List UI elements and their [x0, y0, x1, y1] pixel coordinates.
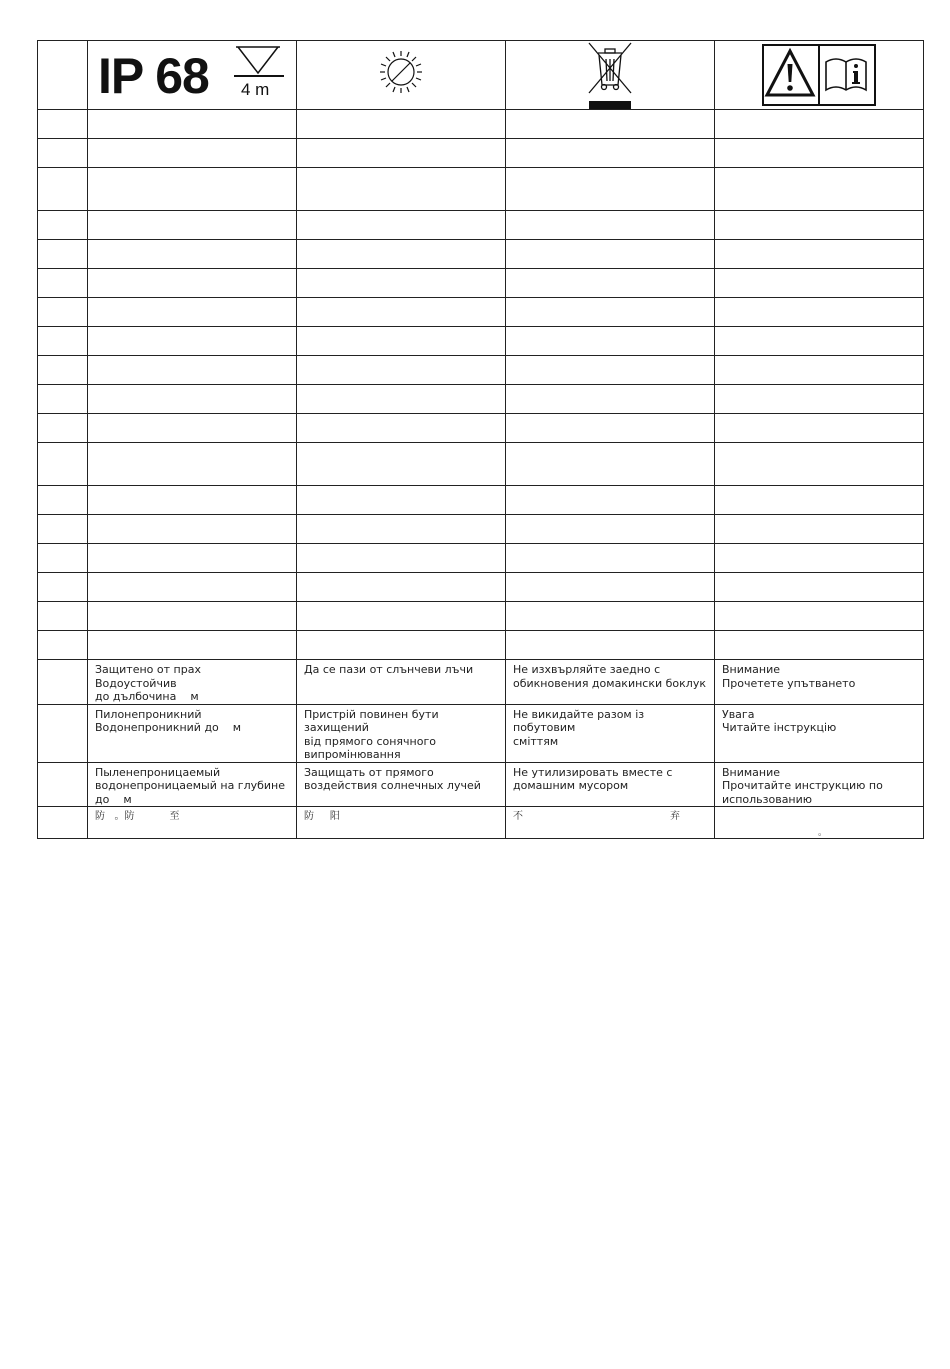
crossed-out-bin-icon [585, 41, 635, 109]
lang-cell [38, 41, 88, 110]
empty-row [38, 631, 924, 660]
empty-row [38, 486, 924, 515]
symbols-table [37, 40, 924, 839]
translation-row-ru [38, 762, 924, 807]
empty-row [38, 327, 924, 356]
empty-row [38, 573, 924, 602]
sun-text: Защищать от прямого воздействия солнечных лучей [297, 762, 506, 807]
bin-icon-cell [506, 41, 715, 110]
empty-row [38, 544, 924, 573]
manual-text: Увага Читайте інструкцію [715, 704, 924, 762]
empty-row [38, 602, 924, 631]
waterproof-text: Пилонепроникний Водонепроникний до м [88, 704, 297, 762]
ip-rating-label: IP 68 [98, 48, 209, 104]
empty-row [38, 515, 924, 544]
sun-text: 防 阳 [297, 807, 506, 839]
empty-row [38, 139, 924, 168]
empty-row [38, 443, 924, 486]
empty-row [38, 414, 924, 443]
depth-label: 4 m [241, 80, 270, 99]
empty-row [38, 298, 924, 327]
empty-row [38, 211, 924, 240]
lang-cell [38, 704, 88, 762]
translation-row-zh [38, 807, 924, 839]
sun-protection-icon [373, 47, 429, 103]
waterproof-text: 防 。防 至 [88, 807, 297, 839]
waterproof-text: Пыленепроницаемый водонепроницаемый на глубине до м [88, 762, 297, 807]
sun-text: Пристрій повинен бути захищений від прямого сонячного випромінювання [297, 704, 506, 762]
manual-text: 。 [715, 807, 924, 839]
waterproof-text: Защитено от прах Водоустойчив до дълбочина м [88, 660, 297, 705]
disposal-text: Не утилизировать вместе с домашним мусором [506, 762, 715, 807]
lang-cell [38, 807, 88, 839]
header-row [38, 41, 924, 110]
sun-icon-cell [297, 41, 506, 110]
empty-row [38, 240, 924, 269]
disposal-text: Не изхвърляйте заедно с обикновения домакински боклук [506, 660, 715, 705]
empty-row [38, 385, 924, 414]
ip-rating-cell [88, 41, 297, 110]
empty-row [38, 110, 924, 139]
empty-row [38, 269, 924, 298]
disposal-text: Не викидайте разом із побутовим сміттям [506, 704, 715, 762]
translation-row-bg [38, 660, 924, 705]
sun-text: Да се пази от слънчеви лъчи [297, 660, 506, 705]
manual-text: Внимание Прочетете упътването [715, 660, 924, 705]
manual-icon-cell [715, 41, 924, 110]
manual-text: Внимание Прочитайте инструкцию по использованию [715, 762, 924, 807]
translation-row-uk [38, 704, 924, 762]
disposal-text: 不 弃 [506, 807, 715, 839]
empty-row [38, 356, 924, 385]
empty-row [38, 168, 924, 211]
lang-cell [38, 660, 88, 705]
lang-cell [38, 762, 88, 807]
warning-read-manual-icon [762, 44, 876, 106]
